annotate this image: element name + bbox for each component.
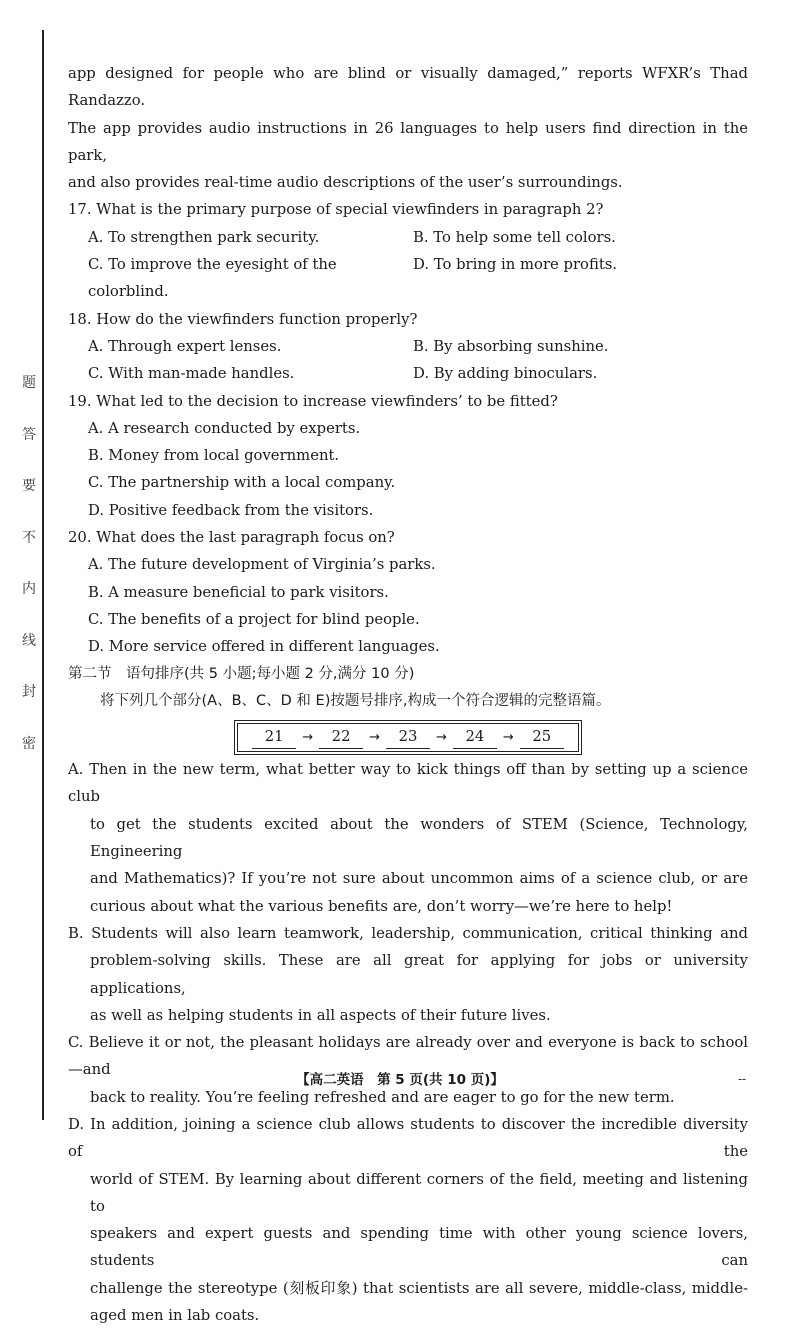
answer-slot-24[interactable]: 24 xyxy=(453,726,497,749)
question-stem: 17. What is the primary purpose of special viewfinders in paragraph 2? xyxy=(68,201,604,219)
paragraph-line: speakers and expert guests and spending time with other young science lovers, students can xyxy=(90,1225,748,1270)
paragraph-line: aged men in lab coats. xyxy=(90,1307,260,1325)
paragraph-line: to get the students excited about the wonders of STEM (Science, Technology, Engineering xyxy=(90,815,748,861)
option-a[interactable]: A. To strengthen park security. xyxy=(88,228,320,246)
binding-line xyxy=(42,30,44,1120)
option-d[interactable]: D. More service offered in different languages. xyxy=(88,638,440,656)
question-stem: 18. How do the viewfinders function properly? xyxy=(68,310,418,328)
option-d[interactable]: D. To bring in more profits. xyxy=(413,256,618,274)
passage-line: app designed for people who are blind or visually damaged,” reports WFXR’s Thad Randazzo. xyxy=(68,65,748,110)
arrow-icon: → xyxy=(502,729,514,745)
answer-slot-22[interactable]: 22 xyxy=(319,726,363,749)
page-footer: 【高二英语 第 5 页(共 10 页)】 xyxy=(296,1072,504,1088)
paragraph-line: curious about what the various benefits are, don’t worry—we’re here to help! xyxy=(90,897,673,915)
option-b[interactable]: B. Money from local government. xyxy=(88,447,340,465)
option-b[interactable]: B. To help some tell colors. xyxy=(413,228,616,246)
passage-line: The app provides audio instructions in 26 languages to help users find direction in the park, xyxy=(68,119,748,164)
arrow-icon: → xyxy=(302,729,314,745)
margin-char: 题 xyxy=(22,375,36,391)
paragraph-line: back to reality. You’re feeling refreshed and are eager to go for the new term. xyxy=(90,1088,675,1106)
question-20 xyxy=(68,524,748,660)
paragraph-a xyxy=(68,756,748,920)
option-c[interactable]: C. The benefits of a project for blind people. xyxy=(88,610,420,628)
margin-char: 答 xyxy=(22,426,36,443)
margin-char: 线 xyxy=(22,632,36,649)
answer-slot-23[interactable]: 23 xyxy=(386,726,430,749)
corner-mark: -- xyxy=(738,1072,747,1086)
margin-char: 要 xyxy=(22,478,36,494)
paragraph-line: and Mathematics)? If you’re not sure about uncommon aims of a science club, or are xyxy=(90,870,748,888)
option-a[interactable]: A. The future development of Virginia’s parks. xyxy=(88,556,436,574)
option-c[interactable]: C. With man-made handles. xyxy=(88,365,295,383)
paragraph-line: world of STEM. By learning about different corners of the field, meeting and listening to xyxy=(90,1170,748,1215)
option-c[interactable]: C. To improve the eyesight of the colorblind. xyxy=(88,256,337,301)
page-content xyxy=(68,60,748,1329)
margin-char: 封 xyxy=(22,684,36,700)
arrow-icon: → xyxy=(436,729,447,745)
passage-ending xyxy=(68,60,748,196)
question-19 xyxy=(68,388,748,524)
section-instruction: 将下列几个部分(A、B、C、D 和 E)按题号排序,构成一个符合逻辑的完整语篇。 xyxy=(100,692,611,709)
option-a[interactable]: A. Through expert lenses. xyxy=(88,337,282,355)
paragraph-line: problem-solving skills. These are all great for applying for jobs or university applications, xyxy=(90,952,748,997)
paragraph-line: A. Then in the new term, what better way to kick things off than by setting up a science club xyxy=(68,761,748,806)
binding-margin-text xyxy=(18,372,40,784)
option-a[interactable]: A. A research conducted by experts. xyxy=(88,419,361,437)
question-17 xyxy=(68,196,748,305)
arrow-icon: → xyxy=(369,729,380,745)
question-stem: 20. What does the last paragraph focus on? xyxy=(68,529,395,547)
margin-char: 密 xyxy=(22,735,36,752)
paragraph-line: challenge the stereotype (刻板印象) that scientists are all severe, middle-class, middle- xyxy=(90,1279,748,1297)
section-title: 第二节 语句排序(共 5 小题;每小题 2 分,满分 10 分) xyxy=(68,665,415,682)
option-d[interactable]: D. By adding binoculars. xyxy=(413,365,598,383)
answer-slot-25[interactable]: 25 xyxy=(520,726,564,749)
paragraph-line: B. Students will also learn teamwork, leadership, communication, critical thinking and xyxy=(68,924,748,942)
answer-sequence-box xyxy=(68,723,748,752)
paragraph-b xyxy=(68,920,748,1029)
passage-line: and also provides real-time audio descriptions of the user’s surroundings. xyxy=(68,174,623,192)
paragraph-d xyxy=(68,1111,748,1329)
question-stem: 19. What led to the decision to increase viewfinders’ to be fitted? xyxy=(68,392,558,410)
option-b[interactable]: B. By absorbing sunshine. xyxy=(413,337,609,355)
paragraph-line: C. Believe it or not, the pleasant holidays are already over and everyone is back to school—and xyxy=(68,1034,748,1079)
paragraph-line: D. In addition, joining a science club allows students to discover the incredible diversity of the xyxy=(68,1115,748,1161)
option-b[interactable]: B. A measure beneficial to park visitors. xyxy=(88,583,389,601)
margin-char: 不 xyxy=(22,529,36,546)
option-d[interactable]: D. Positive feedback from the visitors. xyxy=(88,501,374,519)
margin-char: 内 xyxy=(22,581,36,597)
answer-slot-21[interactable]: 21 xyxy=(252,726,296,749)
option-c[interactable]: C. The partnership with a local company. xyxy=(88,474,396,492)
question-18 xyxy=(68,306,748,388)
paragraph-line: as well as helping students in all aspects of their future lives. xyxy=(90,1006,551,1024)
